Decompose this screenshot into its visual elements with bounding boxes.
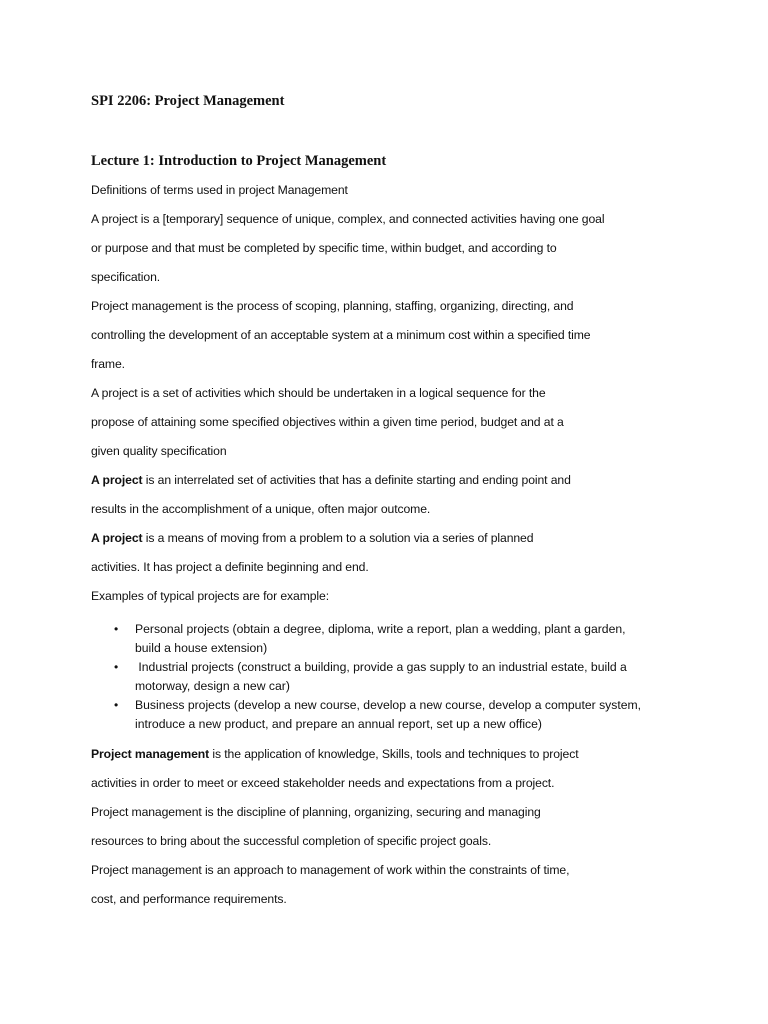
line-text: Definitions of terms used in project Management [91,183,348,197]
text-line [91,800,681,829]
bullet-text-line: motorway, design a new car) [135,679,290,693]
text-line [91,352,681,381]
bullet-text-line: Personal projects (obtain a degree, diploma, write a report, plan a wedding, plant a garden, [135,622,626,636]
bullet-item [91,658,681,696]
text-line [91,829,681,858]
bullet-text-line: build a house extension) [135,641,268,655]
bullet-item [91,620,681,658]
bullet-text-line: Industrial projects (construct a building, provide a gas supply to an industrial estate, build a [135,660,627,674]
line-text: Project management is the discipline of planning, organizing, securing and managing [91,805,541,819]
text-line [91,526,681,555]
line-text: activities in order to meet or exceed stakeholder needs and expectations from a project. [91,776,555,790]
text-line [91,584,681,613]
text-line [91,236,681,265]
line-text: Examples of typical projects are for example: [91,589,330,603]
line-text: propose of attaining some specified objectives within a given time period, budget and at a [91,415,564,429]
line-text: results in the accomplishment of a unique, often major outcome. [91,502,431,516]
line-text: or purpose and that must be completed by specific time, within budget, and according to [91,241,557,255]
bullet-icon: • [114,622,119,636]
bold-term: A project [91,531,143,545]
bullet-icon: • [114,698,119,712]
line-text: controlling the development of an acceptable system at a minimum cost within a specified time [91,328,591,342]
line-text: is the application of knowledge, Skills, tools and techniques to project [209,747,579,761]
text-line [91,439,681,468]
text-line [91,468,681,497]
text-line [91,294,681,323]
line-text: given quality specification [91,444,227,458]
paragraph-block-definitions [91,178,681,613]
text-line [91,555,681,584]
bold-term: A project [91,473,143,487]
text-line [91,207,681,236]
text-line [91,497,681,526]
line-text: activities. It has project a definite beginning and end. [91,560,369,574]
text-line [91,381,681,410]
line-text: Project management is the process of scoping, planning, staffing, organizing, directing, and [91,299,574,313]
line-text: cost, and performance requirements. [91,892,287,906]
line-text: resources to bring about the successful completion of specific project goals. [91,834,492,848]
line-text: Project management is an approach to management of work within the constraints of time, [91,863,570,877]
line-text: specification. [91,270,161,284]
text-line [91,178,681,207]
text-line [91,323,681,352]
bullet-text-line: Business projects (develop a new course, develop a new course, develop a computer system, [135,698,642,712]
document-body [91,178,681,916]
text-line [91,410,681,439]
line-text: is a means of moving from a problem to a solution via a series of planned [142,531,534,545]
line-text: A project is a [temporary] sequence of unique, complex, and connected activities having one goal [91,212,605,226]
document-title: SPI 2206: Project Management [91,93,285,109]
lecture-heading: Lecture 1: Introduction to Project Management [91,153,387,169]
text-line [91,887,681,916]
text-line [91,858,681,887]
text-line [91,771,681,800]
bullet-text-line: introduce a new product, and prepare an annual report, set up a new office) [135,717,542,731]
examples-bullet-list [91,620,681,734]
line-text: frame. [91,357,125,371]
text-line [91,265,681,294]
text-line [91,742,681,771]
bold-term: Project management [91,747,210,761]
line-text: is an interrelated set of activities that has a definite starting and ending point and [142,473,571,487]
paragraph-block-pm-definitions [91,742,681,916]
line-text: A project is a set of activities which should be undertaken in a logical sequence for the [91,386,546,400]
bullet-item [91,696,681,734]
bullet-icon: • [114,660,119,674]
